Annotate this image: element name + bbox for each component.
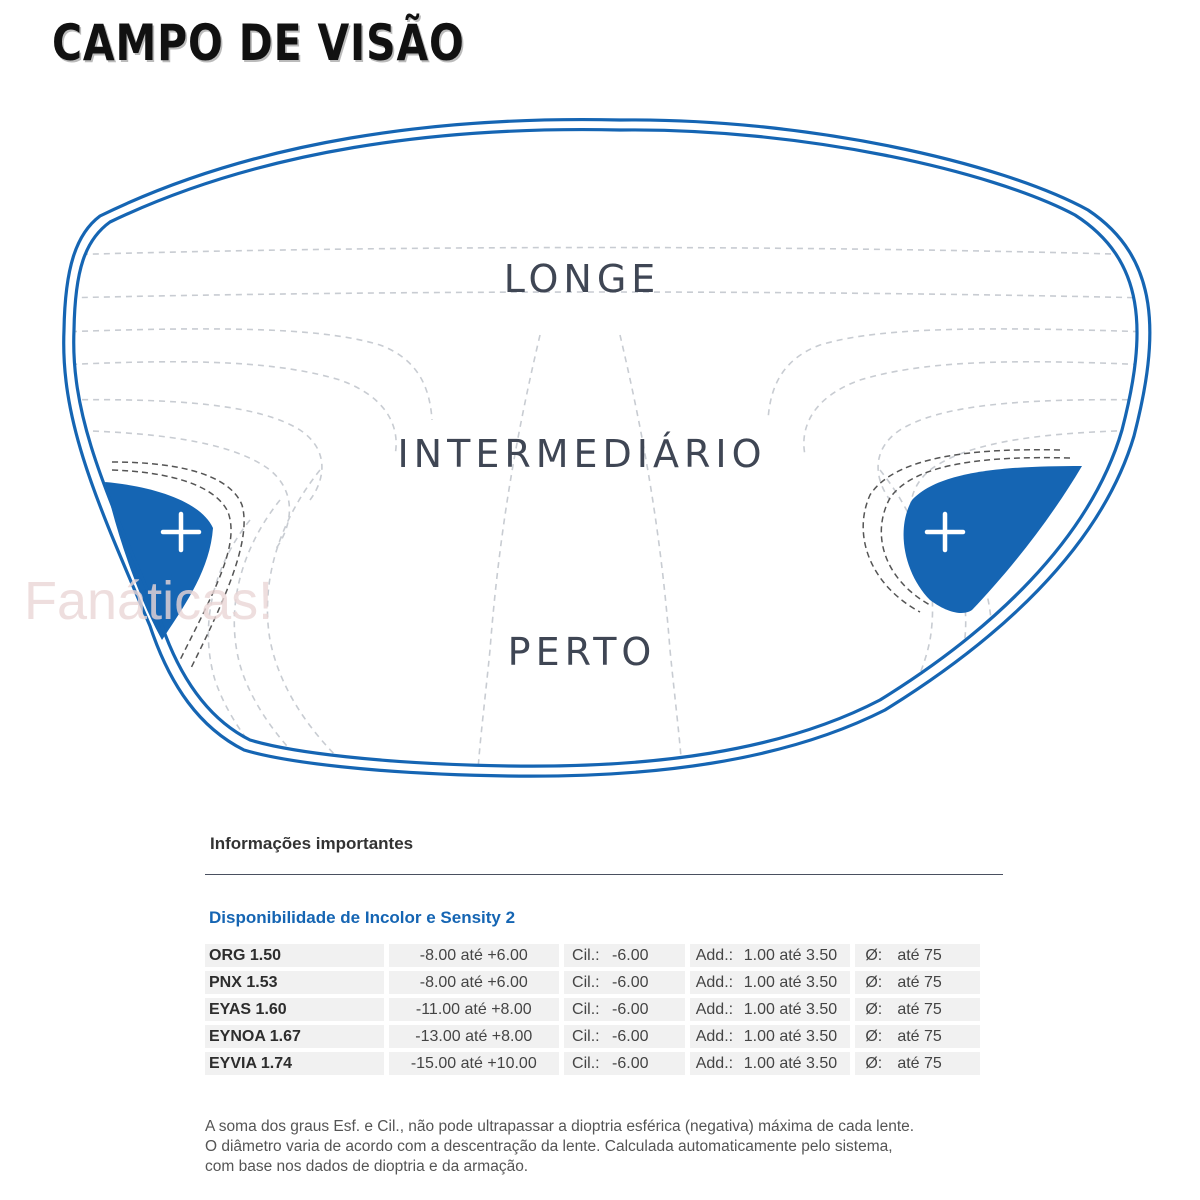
cylinder-value: -6.00 (612, 1055, 649, 1072)
footnote (205, 1117, 1005, 1177)
cylinder-label: Cil.: (572, 1028, 600, 1045)
cylinder-label: Cil.: (572, 1055, 600, 1072)
cylinder-cell (564, 971, 685, 994)
diameter-cell (855, 1025, 980, 1048)
diameter-value: até 75 (897, 974, 942, 991)
divider (205, 874, 1003, 875)
guide-line-near-left-1 (267, 470, 340, 760)
table-row (205, 998, 980, 1025)
addition-label: Add.: (695, 974, 734, 991)
footnote-line: O diâmetro varia de acordo com a descentração da lente. Calculada automaticamente pelo sistema, (205, 1138, 893, 1155)
addition-value: 1.00 até 3.50 (743, 947, 838, 964)
guide-line-right-1 (768, 329, 1150, 420)
cylinder-cell (564, 1052, 685, 1075)
diameter-label: Ø: (865, 1028, 883, 1045)
info-heading: Informações importantes (210, 834, 414, 853)
diameter-cell (855, 971, 980, 994)
addition-value: 1.00 até 3.50 (743, 1001, 838, 1018)
diameter-label: Ø: (865, 1055, 883, 1072)
guide-line-left-1 (60, 329, 432, 420)
cylinder-label: Cil.: (572, 1001, 600, 1018)
diameter-value: até 75 (897, 1055, 942, 1072)
addition-value: 1.00 até 3.50 (743, 1055, 838, 1072)
guide-line-right-2 (804, 362, 1150, 455)
page-title: CAMPO DE VISÃO (52, 14, 465, 72)
zone-label-intermediate: INTERMEDIÁRIO (397, 432, 767, 476)
material-name: EYNOA 1.67 (205, 1025, 384, 1048)
cylinder-label: Cil.: (572, 947, 600, 964)
material-name: ORG 1.50 (205, 944, 384, 967)
cylinder-value: -6.00 (612, 1028, 649, 1045)
diameter-cell (855, 1052, 980, 1075)
diameter-cell (855, 944, 980, 967)
table-row (205, 971, 980, 998)
diameter-label: Ø: (865, 974, 883, 991)
footnote-line: A soma dos graus Esf. e Cil., não pode ultrapassar a dioptria esférica (negativa) máxima de cada lente. (205, 1118, 915, 1135)
table-row (205, 1025, 980, 1052)
sphere-range: -15.00 até +10.00 (389, 1052, 560, 1075)
diameter-value: até 75 (897, 1001, 942, 1018)
guide-line-top-1 (60, 248, 1150, 256)
addition-cell (690, 971, 851, 994)
addition-label: Add.: (695, 1055, 734, 1072)
zone-label-far: LONGE (503, 257, 661, 301)
blur-zone-right (863, 450, 1082, 613)
zone-label-near: PERTO (507, 630, 657, 674)
addition-cell (690, 998, 851, 1021)
cylinder-value: -6.00 (612, 974, 649, 991)
addition-label: Add.: (695, 1028, 734, 1045)
sphere-range: -11.00 até +8.00 (389, 998, 560, 1021)
availability-heading: Disponibilidade de Incolor e Sensity 2 (209, 908, 516, 927)
diameter-cell (855, 998, 980, 1021)
cylinder-cell (564, 944, 685, 967)
addition-cell (690, 1025, 851, 1048)
addition-label: Add.: (695, 947, 734, 964)
sphere-range: -8.00 até +6.00 (389, 971, 560, 994)
addition-value: 1.00 até 3.50 (743, 1028, 838, 1045)
material-name: PNX 1.53 (205, 971, 384, 994)
cylinder-cell (564, 1025, 685, 1048)
diameter-label: Ø: (865, 947, 883, 964)
spec-table (205, 944, 980, 1079)
cylinder-value: -6.00 (612, 947, 649, 964)
guide-line-near-left-3 (208, 520, 265, 760)
diameter-value: até 75 (897, 947, 942, 964)
table-row (205, 1052, 980, 1079)
guide-line-center-left (478, 335, 540, 770)
footnote-line: com base nos dados de dioptria e da armação. (205, 1158, 529, 1175)
material-name: EYVIA 1.74 (205, 1052, 384, 1075)
cylinder-value: -6.00 (612, 1001, 649, 1018)
addition-cell (690, 1052, 851, 1075)
addition-value: 1.00 até 3.50 (743, 974, 838, 991)
cylinder-label: Cil.: (572, 974, 600, 991)
watermark: Fanáticas! (24, 571, 274, 631)
material-name: EYAS 1.60 (205, 998, 384, 1021)
guide-line-left-2 (60, 362, 396, 455)
cylinder-cell (564, 998, 685, 1021)
diameter-label: Ø: (865, 1001, 883, 1018)
sphere-range: -13.00 até +8.00 (389, 1025, 560, 1048)
sphere-range: -8.00 até +6.00 (389, 944, 560, 967)
addition-label: Add.: (695, 1001, 734, 1018)
diameter-value: até 75 (897, 1028, 942, 1045)
table-row (205, 944, 980, 971)
addition-cell (690, 944, 851, 967)
guide-line-center-right (620, 335, 682, 770)
